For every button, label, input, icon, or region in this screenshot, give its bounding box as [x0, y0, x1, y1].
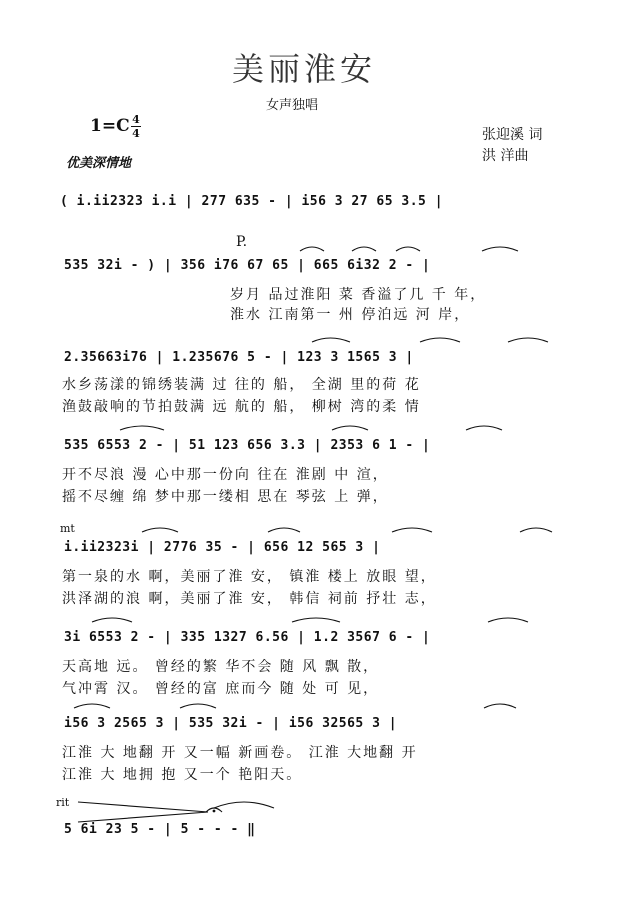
- score-row-6: 3i 6553 2 - | 335 1327 6.56 | 1.2 3567 6 - |: [64, 630, 431, 645]
- lyric-row-6-verse-1: 天高地 远。 曾经的繁 华不会 随 风 飘 散，: [62, 659, 380, 675]
- time-signature-bottom: 4: [132, 127, 140, 140]
- score-row-4: 535 6553 2 - | 51 123 656 3.3 | 2353 6 1 - |: [64, 438, 431, 453]
- slur: [292, 618, 340, 622]
- lyric-row-6-verse-2: 气冲霄 汉。 曾经的富 庶而今 随 处 可 见，: [62, 681, 380, 697]
- score-row-7: i56 3 2565 3 | 535 32i - | i56 32565 3 |: [64, 716, 398, 731]
- composer-credit: 洪 洋曲: [482, 148, 529, 164]
- slur: [520, 528, 552, 532]
- rit-hairpin: [78, 802, 208, 822]
- lyric-row-7-verse-2: 江淮 大 地拥 抱 又一个 艳阳天。: [62, 767, 303, 783]
- marking-mt: mt: [60, 522, 75, 535]
- slur: [420, 338, 460, 342]
- slur: [332, 426, 368, 430]
- slur: [300, 247, 324, 251]
- lyric-row-3-verse-2: 渔鼓敲响的节拍鼓满 远 航的 船， 柳树 湾的柔 情: [62, 399, 421, 415]
- slur: [120, 426, 164, 430]
- marking-rit: rit: [56, 796, 70, 809]
- slur: [466, 426, 502, 430]
- slur: [392, 528, 432, 532]
- tie: [214, 802, 274, 808]
- lyric-row-4-verse-1: 开不尽浪 漫 心中那一份向 往在 淮剧 中 渲，: [62, 467, 389, 483]
- score-row-2: 535 32i - ) | 356 i76 67 65 | 665 6i32 2 - |: [64, 258, 431, 273]
- slur: [482, 247, 518, 251]
- slur: [484, 704, 516, 708]
- slur: [74, 704, 110, 708]
- slur: [142, 528, 178, 532]
- slur: [352, 247, 376, 251]
- score-row-1: ( i.ii2323 i.i | 277 635 - | i56 3 27 65 3.5 |: [60, 194, 444, 209]
- lyric-row-4-verse-2: 摇不尽缠 绵 梦中那一缕相 思在 琴弦 上 弹，: [62, 489, 389, 505]
- slur: [396, 247, 420, 251]
- slur: [508, 338, 548, 342]
- song-title: 美丽淮安: [232, 50, 377, 88]
- expression-mark: 优美深情地: [66, 156, 132, 171]
- lyric-row-5-verse-1: 第一泉的水 啊，美丽了淮 安， 镇淮 楼上 放眼 望，: [62, 569, 437, 585]
- key-signature: 1=C: [90, 116, 130, 136]
- lyricist-credit: 张迎溪 词: [482, 127, 543, 143]
- slur: [488, 618, 528, 622]
- time-signature-top: 4: [132, 113, 140, 126]
- lyric-row-7-verse-1: 江淮 大 地翻 开 又一幅 新画卷。 江淮 大地翻 开: [62, 745, 418, 761]
- score-row-3: 2.35663i76 | 1.235676 5 - | 123 3 1565 3 |: [64, 350, 414, 365]
- slur: [268, 528, 300, 532]
- slur: [180, 704, 216, 708]
- score-row-8: 5 6i 23 5 - | 5 - - - ‖: [64, 822, 256, 837]
- score-row-5: i.ii2323i | 2776 35 - | 656 12 565 3 |: [64, 540, 381, 555]
- fermata-dot: [213, 810, 216, 813]
- slur: [312, 338, 350, 342]
- lyric-row-3-verse-1: 水乡荡漾的锦绣装满 过 往的 船， 全湖 里的荷 花: [62, 377, 421, 393]
- lyric-row-2-verse-1: 岁月 品过淮阳 菜 香溢了几 千 年，: [230, 287, 487, 303]
- dynamic-marking: P.: [236, 234, 248, 250]
- song-subtitle: 女声独唱: [266, 98, 319, 113]
- slur: [92, 618, 132, 622]
- lyric-row-2-verse-2: 淮水 江南第一 州 停泊远 河 岸，: [230, 307, 471, 323]
- lyric-row-5-verse-2: 洪泽湖的浪 啊，美丽了淮 安， 韩信 祠前 抒壮 志，: [62, 591, 437, 607]
